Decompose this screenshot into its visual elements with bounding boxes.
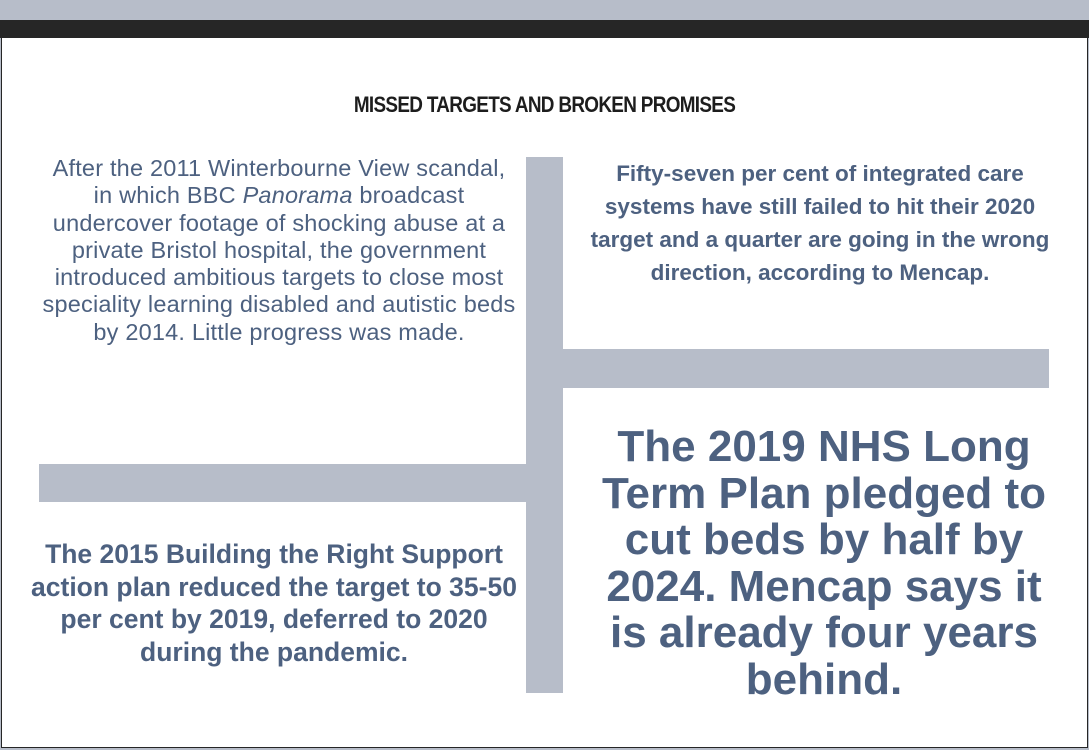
top-bar	[0, 20, 1089, 38]
intro-text-end: broadcast undercover footage of shocking abuse at a private Bristol hospital, the government introduced ambitious targets to close most speciality learning disabled and autistic beds by 2014. Little progress was made.	[42, 182, 516, 345]
intro-text-block	[40, 155, 518, 346]
vertical-divider-bar	[526, 157, 563, 693]
intro-text-start: After the 2011 Winterbourne View scandal, in which BBC	[52, 155, 506, 209]
top-strip	[0, 0, 1089, 20]
intro-text-italic: Panorama	[242, 182, 353, 209]
infographic-heading: MISSED TARGETS AND BROKEN PROMISES	[353, 92, 736, 117]
left-horizontal-divider-bar	[39, 464, 526, 502]
fifty-seven-percent-text-block: Fifty-seven per cent of integrated care systems have still failed to hit their 2020 target and a quarter are going in the wrong direction, according to Mencap.	[590, 161, 1050, 285]
right-horizontal-divider-bar	[563, 349, 1049, 388]
plan-2019-text-block: The 2019 NHS Long Term Plan pledged to cut beds by half by 2024. Mencap says it is already four years behind.	[601, 422, 1047, 704]
plan-2015-text-block: The 2015 Building the Right Support action plan reduced the target to 35-50 per cent by 2019, deferred to 2020 during the pandemic.	[31, 539, 517, 667]
